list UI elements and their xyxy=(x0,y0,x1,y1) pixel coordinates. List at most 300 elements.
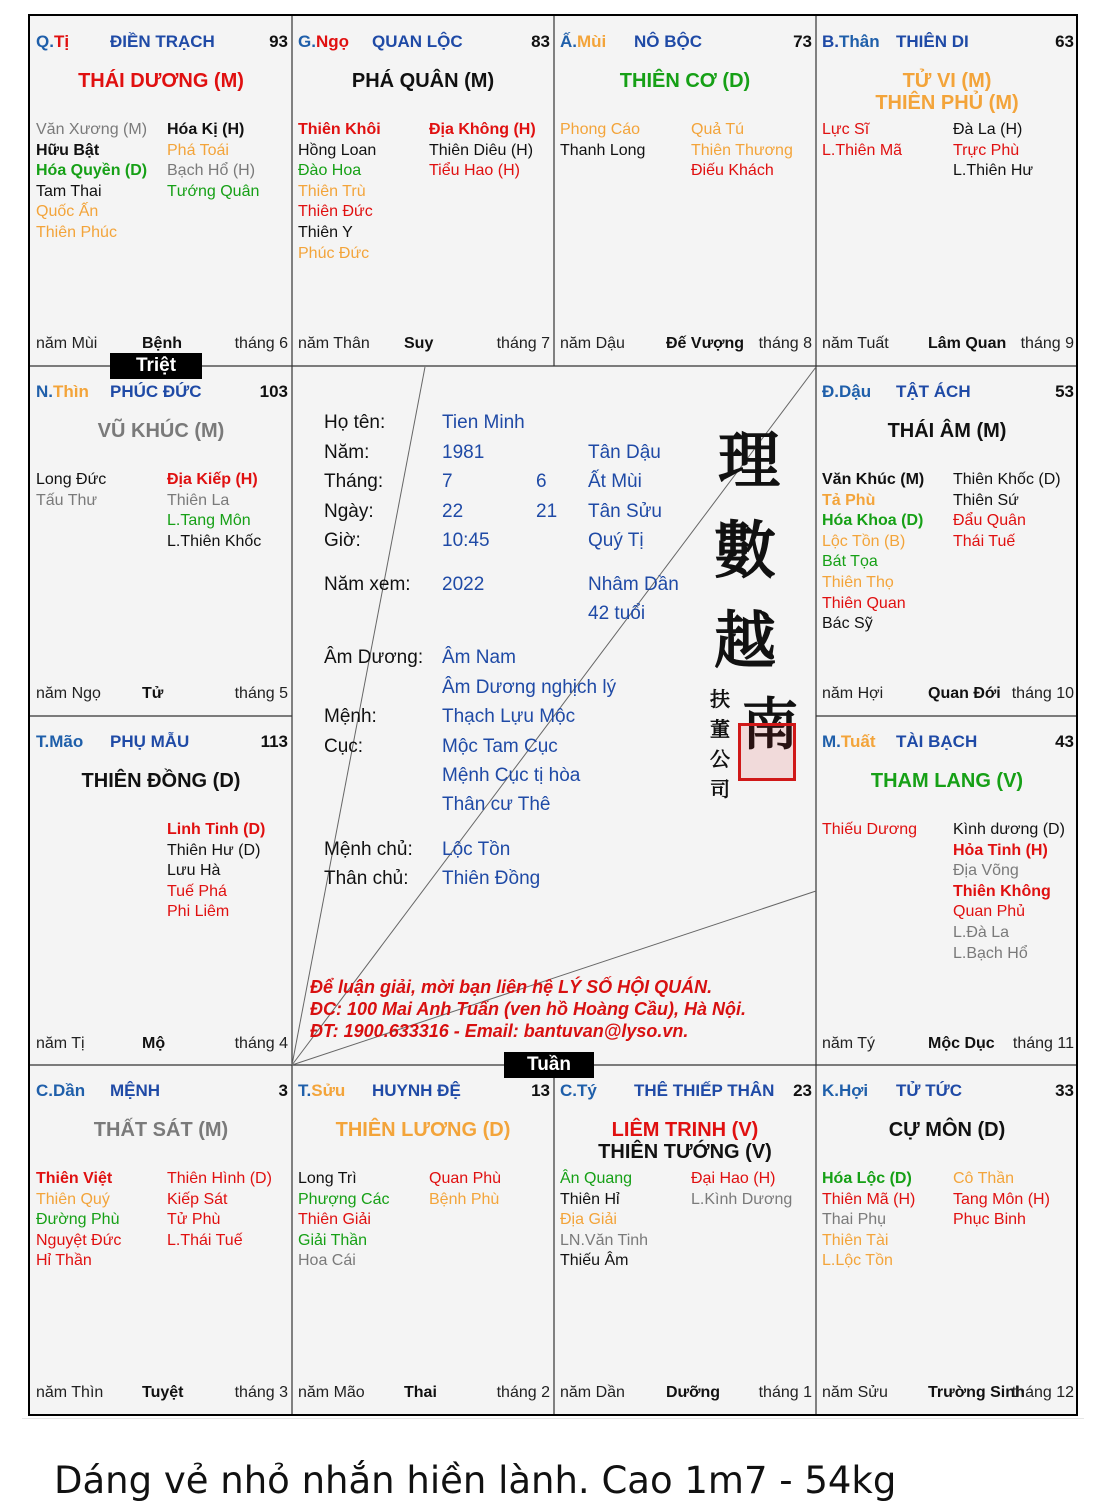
branch-name: Tuất xyxy=(840,732,876,751)
palace-branch xyxy=(560,32,606,52)
palace-month: tháng 1 xyxy=(758,1384,812,1401)
palace-age: 13 xyxy=(531,1081,550,1100)
palace-phase: Bệnh xyxy=(142,335,182,352)
palace-footer xyxy=(560,1384,812,1406)
minor-stars-left xyxy=(822,120,902,161)
minor-star: Thiên Quý xyxy=(36,1190,110,1208)
minor-star: L.Thiên Khốc xyxy=(167,532,262,550)
branch-name: Mão xyxy=(49,732,84,751)
palace-name: PHÚC ĐỨC xyxy=(110,382,202,401)
minor-star: Long Đức xyxy=(36,471,107,488)
main-star: PHÁ QUÂN (M) xyxy=(351,70,495,92)
palace-footer xyxy=(298,1384,550,1406)
minor-star: Thiên Sứ xyxy=(953,491,1019,509)
minor-stars-left xyxy=(36,1169,121,1272)
palace-age: 113 xyxy=(260,732,288,751)
branch-letter: K. xyxy=(822,1081,839,1100)
palace-year: năm Hợi xyxy=(822,685,884,702)
minor-star: Thiên Hỉ xyxy=(560,1190,620,1208)
minor-star: Thanh Long xyxy=(560,141,646,159)
minor-star: Thiếu Dương xyxy=(822,821,918,838)
palace-phase: Mộ xyxy=(142,1035,166,1052)
month-label: Tháng: xyxy=(324,471,384,492)
am-duong-note: Âm Dương nghịch lý xyxy=(442,677,617,698)
palace-year: năm Tý xyxy=(822,1035,876,1052)
palace-footer xyxy=(822,1035,1074,1057)
minor-star: Văn Xương (M) xyxy=(36,121,148,138)
minor-star: Tấu Thư xyxy=(36,491,98,509)
minor-star: L.Lộc Tồn xyxy=(822,1252,893,1270)
palace-footer xyxy=(822,1384,1074,1406)
minor-star: Trực Phù xyxy=(953,141,1020,159)
palace-year: năm Dần xyxy=(560,1384,625,1401)
minor-star: Quan Phù xyxy=(429,1170,502,1187)
minor-star: Ân Quang xyxy=(560,1170,633,1187)
name-value: Tien Minh xyxy=(442,412,525,433)
palace-age: 33 xyxy=(1055,1081,1074,1100)
minor-stars-right xyxy=(953,1169,1050,1231)
main-stars xyxy=(292,1119,554,1141)
cuc-label: Cục: xyxy=(324,736,364,757)
minor-star: Phúc Đức xyxy=(298,244,370,262)
logo-small-2: 董 xyxy=(710,717,730,741)
year-value: 1981 xyxy=(442,442,485,463)
hour-value: 10:45 xyxy=(442,530,490,551)
menh-chu-label: Mệnh chủ: xyxy=(324,839,413,860)
palace-header xyxy=(36,32,288,56)
main-stars xyxy=(292,70,554,92)
logo-char-4: 南 xyxy=(742,692,798,758)
minor-star: Hỏa Tinh (H) xyxy=(953,841,1048,859)
minor-star: L.Thiên Mã xyxy=(822,141,903,159)
palace-month: tháng 10 xyxy=(1011,685,1074,702)
branch-name: Mùi xyxy=(577,32,607,51)
main-stars xyxy=(554,70,816,92)
minor-star: Địa Võng xyxy=(953,862,1019,880)
branch-letter: T. xyxy=(36,732,50,751)
minor-stars-right xyxy=(953,120,1033,182)
palace-suu[interactable] xyxy=(292,1065,554,1414)
minor-stars-left xyxy=(822,470,924,635)
minor-star: L.Kình Dương xyxy=(691,1190,793,1208)
palace-year: năm Tị xyxy=(36,1035,85,1052)
palace-year: năm Mão xyxy=(298,1384,365,1401)
branch-letter: B. xyxy=(822,32,839,51)
minor-star: Hữu Bật xyxy=(36,141,100,159)
palace-footer xyxy=(822,335,1074,357)
main-star: TỬ VI (M) xyxy=(902,70,992,92)
palace-age: 63 xyxy=(1055,32,1074,51)
main-star: CỰ MÔN (D) xyxy=(888,1119,1006,1141)
minor-star: Phục Binh xyxy=(953,1211,1026,1229)
palace-phase: Mộc Dục xyxy=(928,1035,995,1052)
minor-stars-right xyxy=(691,1169,792,1210)
palace-age: 93 xyxy=(269,32,288,51)
branch-name: Tý xyxy=(577,1081,597,1100)
am-duong-label: Âm Dương: xyxy=(324,647,424,668)
minor-star: Thiên Đức xyxy=(298,203,373,221)
palace-mao[interactable] xyxy=(30,716,292,1065)
minor-star: Bạch Hổ (H) xyxy=(167,162,256,180)
minor-star: Lưu Hà xyxy=(167,862,221,880)
hour-can-chi: Quý Tị xyxy=(588,530,644,551)
minor-star: Kình dương (D) xyxy=(953,821,1065,838)
palace-header xyxy=(36,1081,288,1105)
branch-letter: Ấ. xyxy=(560,32,577,51)
palace-year: năm Tuất xyxy=(822,335,889,352)
palace-branch xyxy=(36,32,69,52)
palace-year: năm Dậu xyxy=(560,335,625,352)
minor-stars-left xyxy=(822,1169,915,1272)
branch-name: Sửu xyxy=(311,1081,346,1100)
main-star: THAM LANG (V) xyxy=(870,770,1024,792)
minor-star: Phi Liêm xyxy=(167,903,230,921)
branch-letter: Đ. xyxy=(822,382,839,401)
main-stars xyxy=(816,70,1078,114)
palace-thin[interactable] xyxy=(30,366,292,715)
main-star: THIÊN PHỦ (M) xyxy=(875,92,1019,114)
palace-dan[interactable] xyxy=(30,1065,292,1414)
palace-month: tháng 7 xyxy=(496,335,550,352)
am-duong-value: Âm Nam xyxy=(442,647,516,668)
palace-phase: Dưỡng xyxy=(666,1384,721,1401)
minor-star: Thiên Việt xyxy=(36,1170,113,1187)
minor-star: L.Thái Tuế xyxy=(167,1231,243,1249)
minor-star: Phong Cáo xyxy=(560,121,641,138)
main-stars xyxy=(30,1119,292,1141)
palace-ty[interactable] xyxy=(554,1065,816,1414)
minor-star: Bệnh Phù xyxy=(429,1190,500,1208)
minor-star: Thiên La xyxy=(167,491,230,509)
minor-star: Điếu Khách xyxy=(691,162,774,180)
branch-name: Tị xyxy=(53,32,70,51)
minor-star: Thiên Khôi xyxy=(298,121,381,138)
palace-name: HUYNH ĐỆ xyxy=(372,1081,461,1100)
than-chu-label: Thân chủ: xyxy=(324,868,409,889)
minor-star: Hóa Khoa (D) xyxy=(822,512,924,530)
palace-month: tháng 11 xyxy=(1012,1035,1074,1052)
palace-branch xyxy=(822,382,871,402)
palace-header xyxy=(822,382,1074,406)
minor-star: Thiên Tài xyxy=(822,1231,889,1249)
palace-header xyxy=(36,382,288,406)
palace-footer xyxy=(298,335,550,357)
main-star: THIÊN ĐỒNG (D) xyxy=(81,770,241,792)
minor-star: Bát Tọa xyxy=(822,553,878,571)
minor-star: Văn Khúc (M) xyxy=(822,471,925,488)
minor-star: Thai Phụ xyxy=(822,1211,887,1229)
minor-star: Hỉ Thần xyxy=(36,1252,92,1270)
palace-phase: Suy xyxy=(404,335,434,352)
menh-chu-value: Lộc Tồn xyxy=(442,839,511,860)
main-star: THIÊN CƠ (D) xyxy=(619,70,751,92)
notice-line-3: ĐT: 1900.633316 - Email: bantuvan@lyso.vn. xyxy=(310,1021,689,1041)
main-star: THÁI ÂM (M) xyxy=(887,420,1007,442)
palace-ngo[interactable] xyxy=(292,16,554,365)
palace-month: tháng 5 xyxy=(234,685,288,702)
palace-tuat[interactable] xyxy=(816,716,1078,1065)
month-lunar: 6 xyxy=(536,471,547,492)
minor-star: Thiên Phúc xyxy=(36,223,117,241)
palace-month: tháng 12 xyxy=(1011,1384,1074,1401)
minor-stars-left xyxy=(36,120,147,244)
caption-text: Dáng vẻ nhỏ nhắn hiền lành. Cao 1m7 - 54kg xyxy=(54,1459,897,1502)
month-value: 7 xyxy=(442,471,453,492)
minor-star: Thiên Không xyxy=(953,882,1051,900)
palace-branch xyxy=(36,732,83,752)
minor-star: Tướng Quân xyxy=(167,182,260,200)
palace-branch xyxy=(822,732,876,752)
minor-star: Hóa Lộc (D) xyxy=(822,1170,912,1187)
lyso-logo-seal xyxy=(710,411,810,831)
month-can-chi: Ất Mùi xyxy=(588,471,642,492)
palace-name: NÔ BỘC xyxy=(634,32,702,51)
minor-star: L.Tang Môn xyxy=(167,512,251,530)
palace-header xyxy=(822,32,1074,56)
palace-name: TẬT ÁCH xyxy=(896,382,971,401)
palace-name: THÊ THIẾP THÂN xyxy=(634,1081,775,1100)
notice-line-2: ĐC: 100 Mai Anh Tuấn (ven hồ Hoàng Cầu), Hà Nội. xyxy=(310,999,747,1019)
minor-star: Tả Phù xyxy=(822,491,876,509)
red-seal-stamp xyxy=(738,723,796,781)
cuc-value: Mộc Tam Cục xyxy=(442,736,558,757)
logo-small-3: 公 xyxy=(710,747,730,771)
main-star: THÁI DƯƠNG (M) xyxy=(78,70,244,92)
main-star: THIÊN TƯỚNG (V) xyxy=(598,1141,772,1163)
minor-star: LN.Văn Tinh xyxy=(560,1231,649,1249)
branch-name: Thân xyxy=(839,32,880,51)
minor-star: Quốc Ấn xyxy=(36,203,99,221)
minor-star: Quả Tú xyxy=(691,121,745,138)
than-chu-value: Thiên Đồng xyxy=(442,868,541,889)
notice-line-1: Để luận giải, mời bạn liên hệ LÝ SỐ HỘI QUÁN. xyxy=(310,977,713,997)
minor-star: Thiên Khốc (D) xyxy=(953,471,1061,488)
logo-small-4: 司 xyxy=(710,777,730,801)
minor-stars-right xyxy=(167,820,265,923)
minor-stars-left xyxy=(298,120,381,264)
minor-star: Phượng Các xyxy=(298,1190,390,1208)
palace-footer xyxy=(36,1035,288,1057)
palace-age: 23 xyxy=(793,1081,812,1100)
palace-phase: Tuyệt xyxy=(142,1384,184,1401)
main-stars xyxy=(554,1119,816,1163)
palace-year: năm Ngọ xyxy=(36,685,101,702)
logo-char-2: 數 xyxy=(714,514,777,587)
horoscope-chart xyxy=(28,14,1078,1416)
logo-small-1: 扶 xyxy=(710,687,730,711)
minor-stars-right xyxy=(167,470,261,552)
minor-stars-left xyxy=(560,120,645,161)
minor-star: Tuế Phá xyxy=(167,882,227,900)
minor-star: Địa Không (H) xyxy=(429,121,536,138)
palace-name: QUAN LỘC xyxy=(372,32,463,51)
palace-hoi[interactable] xyxy=(816,1065,1078,1414)
branch-letter: C. xyxy=(560,1081,577,1100)
minor-star: L.Thiên Hư xyxy=(953,162,1034,180)
minor-star: Thiếu Âm xyxy=(560,1252,629,1270)
minor-star: Tiểu Hao (H) xyxy=(429,162,520,180)
main-stars xyxy=(30,770,292,792)
minor-star: Tử Phù xyxy=(167,1211,221,1229)
minor-star: Tang Môn (H) xyxy=(953,1190,1050,1208)
minor-star: Nguyệt Đức xyxy=(36,1231,122,1249)
palace-branch xyxy=(560,1081,597,1101)
palace-name: THIÊN DI xyxy=(896,32,969,51)
minor-star: Thiên Quan xyxy=(822,594,906,612)
minor-star: Cô Thần xyxy=(953,1170,1015,1187)
palace-year: năm Sửu xyxy=(822,1384,888,1401)
minor-star: Thiên Thọ xyxy=(822,573,894,591)
main-star: THẤT SÁT (M) xyxy=(93,1119,229,1141)
palace-age: 103 xyxy=(259,382,288,401)
comment-caption xyxy=(22,1418,1084,1510)
main-star: VŨ KHÚC (M) xyxy=(97,420,225,442)
minor-stars-left xyxy=(822,820,917,841)
main-stars xyxy=(816,420,1078,442)
minor-star: Giải Thần xyxy=(298,1231,368,1249)
day-lunar: 21 xyxy=(536,501,558,522)
palace-branch xyxy=(36,1081,85,1101)
minor-star: Đường Phù xyxy=(36,1211,120,1229)
minor-stars-right xyxy=(429,120,536,182)
minor-star: Lực Sĩ xyxy=(822,121,870,138)
palace-mui[interactable] xyxy=(554,16,816,365)
minor-star: Hóa Kị (H) xyxy=(167,121,245,138)
main-stars xyxy=(30,70,292,92)
branch-letter: C. xyxy=(36,1081,53,1100)
minor-star: Thiên Diêu (H) xyxy=(429,141,534,159)
triet-tag: Triệt xyxy=(110,353,202,379)
palace-month: tháng 6 xyxy=(234,335,288,352)
minor-star: Bác Sỹ xyxy=(822,615,873,633)
minor-star: Hóa Quyền (D) xyxy=(36,162,148,180)
palace-branch xyxy=(298,32,349,52)
palace-header xyxy=(298,32,550,56)
minor-star: Đào Hoa xyxy=(298,162,362,180)
branch-name: Thìn xyxy=(53,382,89,401)
branch-letter: N. xyxy=(36,382,53,401)
minor-stars-right xyxy=(429,1169,501,1210)
minor-star: Thái Tuế xyxy=(953,532,1016,550)
palace-header xyxy=(298,1081,550,1105)
year-label: Năm: xyxy=(324,442,370,463)
logo-char-1: 理 xyxy=(718,424,781,497)
palace-footer xyxy=(822,685,1074,707)
year-can-chi: Tân Dậu xyxy=(588,442,661,463)
palace-dau[interactable] xyxy=(816,366,1078,715)
minor-stars-left xyxy=(298,1169,389,1272)
menh-label: Mệnh: xyxy=(324,706,377,727)
minor-stars-right xyxy=(691,120,793,182)
branch-name: Ngọ xyxy=(315,32,349,51)
minor-star: Thiên Trù xyxy=(298,182,366,200)
minor-star: Linh Tinh (D) xyxy=(167,821,266,838)
branch-name: Hợi xyxy=(839,1081,869,1100)
minor-star: Thiên Giải xyxy=(298,1211,371,1229)
day-value: 22 xyxy=(442,501,464,522)
contact-notice xyxy=(310,976,746,1042)
palace-age: 3 xyxy=(278,1081,288,1100)
palace-phase: Lâm Quan xyxy=(928,335,1007,352)
minor-stars-right xyxy=(953,470,1061,552)
palace-than[interactable] xyxy=(816,16,1078,365)
minor-stars-left xyxy=(560,1169,648,1272)
minor-star: Quan Phủ xyxy=(953,903,1026,921)
palace-branch xyxy=(36,382,89,402)
main-star: LIÊM TRINH (V) xyxy=(611,1119,759,1141)
minor-star: Địa Giải xyxy=(560,1211,617,1229)
palace-month: tháng 4 xyxy=(234,1035,288,1052)
palace-header xyxy=(560,1081,812,1105)
day-can-chi: Tân Sửu xyxy=(588,501,662,522)
view-year-label: Năm xem: xyxy=(324,574,411,595)
palace-name: MỆNH xyxy=(110,1081,161,1100)
palace-header xyxy=(822,732,1074,756)
day-label: Ngày: xyxy=(324,501,374,522)
minor-star: Tam Thai xyxy=(36,182,102,200)
palace-name: TỬ TỨC xyxy=(896,1081,962,1100)
cuc-note: Mệnh Cục tị hòa xyxy=(442,765,581,786)
tuan-tag: Tuần xyxy=(504,1052,594,1078)
minor-star: Thiên Thương xyxy=(691,141,793,159)
minor-star: Thiên Hình (D) xyxy=(167,1170,272,1187)
palace-branch xyxy=(822,32,880,52)
palace-header xyxy=(822,1081,1074,1105)
main-stars xyxy=(816,1119,1078,1141)
minor-stars-right xyxy=(167,120,259,202)
palace-name: ĐIỀN TRẠCH xyxy=(110,32,215,51)
palace-ti[interactable] xyxy=(30,16,292,365)
branch-letter: M. xyxy=(822,732,841,751)
branch-name: Dậu xyxy=(839,382,872,401)
minor-star: Kiếp Sát xyxy=(167,1190,228,1208)
age-value: 42 tuổi xyxy=(588,603,646,624)
minor-star: Đại Hao (H) xyxy=(691,1170,776,1187)
branch-letter: T. xyxy=(298,1081,312,1100)
hour-label: Giờ: xyxy=(324,530,361,551)
minor-star: Đà La (H) xyxy=(953,121,1023,138)
palace-month: tháng 3 xyxy=(234,1384,288,1401)
view-year-value: 2022 xyxy=(442,574,485,595)
palace-name: PHỤ MẪU xyxy=(110,732,190,751)
palace-month: tháng 8 xyxy=(758,335,812,352)
palace-phase: Trường Sinh xyxy=(928,1384,1025,1401)
palace-footer xyxy=(36,685,288,707)
minor-star: Đẩu Quân xyxy=(953,512,1026,530)
minor-star: Phá Toái xyxy=(167,141,229,159)
palace-footer xyxy=(560,335,812,357)
minor-stars-right xyxy=(167,1169,272,1251)
than-cu: Thân cư Thê xyxy=(442,794,551,815)
palace-branch xyxy=(298,1081,345,1101)
palace-phase: Tử xyxy=(142,685,164,702)
palace-month: tháng 2 xyxy=(496,1384,550,1401)
palace-name: TÀI BẠCH xyxy=(896,732,978,751)
main-stars xyxy=(816,770,1078,792)
palace-age: 73 xyxy=(793,32,812,51)
menh-value: Thạch Lựu Mộc xyxy=(442,706,576,727)
name-label: Họ tên: xyxy=(324,412,386,433)
branch-name: Dần xyxy=(53,1081,86,1100)
minor-star: Địa Kiếp (H) xyxy=(167,471,258,488)
minor-star: Lộc Tồn (B) xyxy=(822,532,906,550)
main-stars xyxy=(30,420,292,442)
view-year-can-chi: Nhâm Dần xyxy=(588,574,679,595)
palace-year: năm Thân xyxy=(298,335,370,352)
palace-age: 43 xyxy=(1055,732,1074,751)
palace-year: năm Mùi xyxy=(36,335,98,352)
palace-header xyxy=(36,732,288,756)
